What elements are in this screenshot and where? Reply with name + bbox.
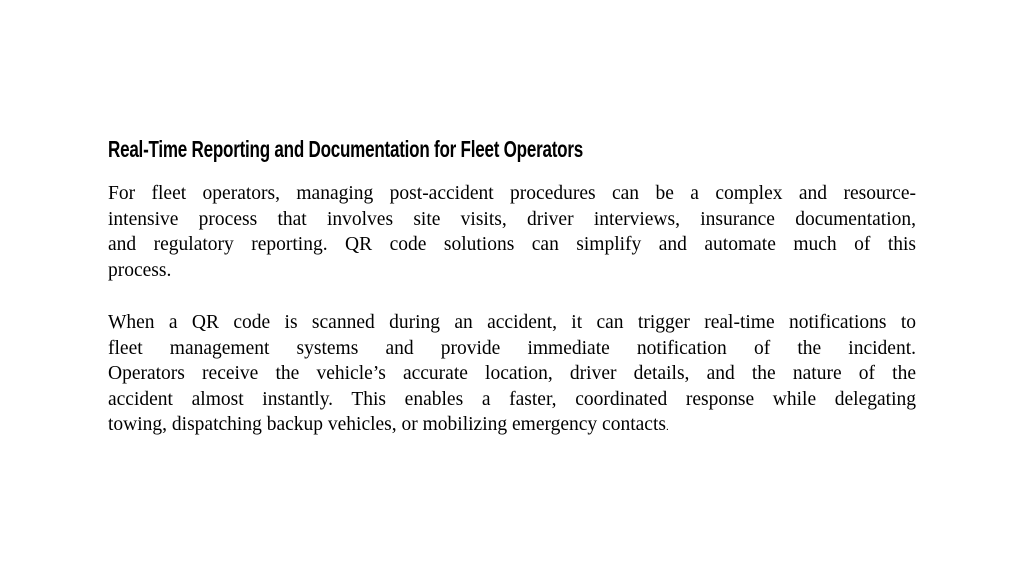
text-line: process. (108, 259, 172, 281)
paragraph-1 (108, 181, 916, 283)
text-line: For fleet operators, managing post-accident procedures can be a complex and resource- (108, 183, 916, 204)
text-line: and regulatory reporting. QR code solutions can simplify and automate much of this (108, 234, 916, 256)
text-line-final (108, 412, 916, 438)
slide-title: Real-Time Reporting and Documentation for Fleet Operators (108, 136, 584, 162)
text-line: towing, dispatching backup vehicles, or mobilizing emergency contacts (108, 414, 666, 436)
text-line: Operators receive the vehicle’s accurate location, driver details, and the nature of the (108, 363, 916, 385)
text-line: intensive process that involves site visits, driver interviews, insurance documentation, (108, 208, 916, 230)
paragraph-2 (108, 310, 916, 438)
text-line: accident almost instantly. This enables a faster, coordinated response while delegating (108, 388, 916, 410)
text-line: When a QR code is scanned during an accident, it can trigger real-time notifications to (108, 312, 916, 333)
text-line: fleet management systems and provide immediate notification of the incident. (108, 337, 916, 359)
end-mark: . (665, 421, 669, 434)
